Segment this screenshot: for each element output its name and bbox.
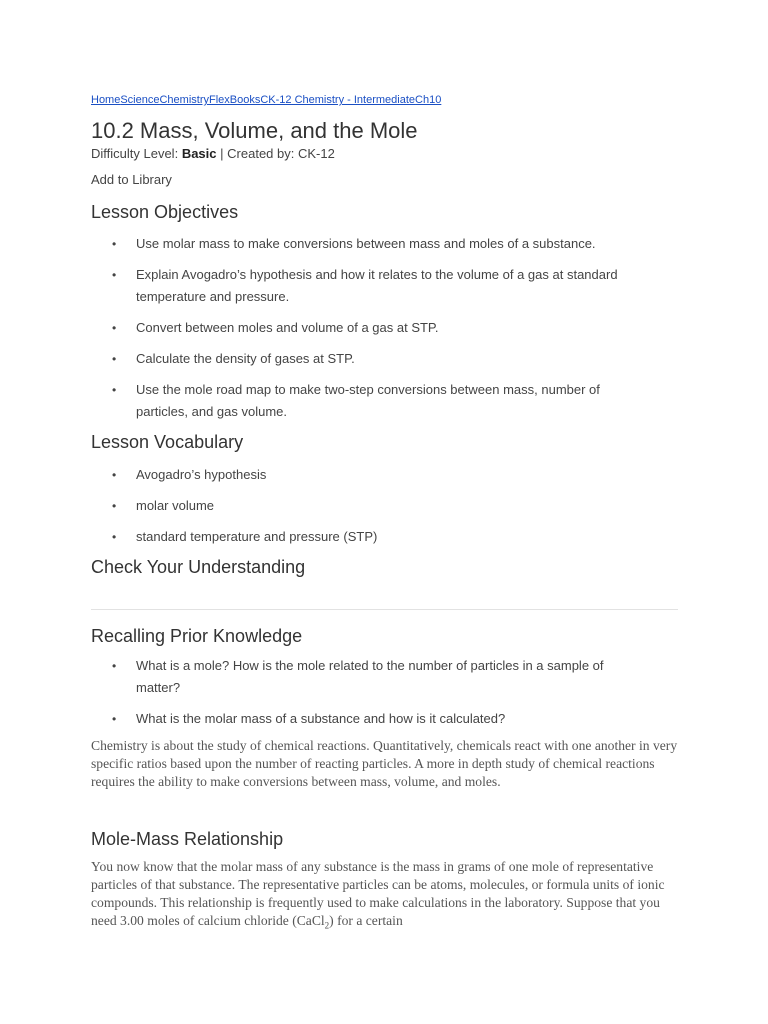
difficulty-label: Difficulty Level: <box>91 146 179 161</box>
section-divider <box>91 609 678 610</box>
objectives-list <box>91 233 651 432</box>
list-item: • Convert between moles and volume of a gas at STP. <box>91 317 651 339</box>
breadcrumb-link-ch10[interactable]: Ch10 <box>415 94 442 106</box>
list-item: • Use the mole road map to make two-step conversions between mass, number of particles, and gas volume. <box>91 379 651 423</box>
intro-paragraph: Chemistry is about the study of chemical reactions. Quantitatively, chemicals react with one another in very specific ratios based upon the number of reacting particles. A more in depth study of chemical reactions requires the ability to make conversions between mass, volume, and moles. <box>91 738 678 789</box>
list-item: • Calculate the density of gases at STP. <box>91 348 651 370</box>
prior-knowledge-heading: Recalling Prior Knowledge <box>91 626 303 646</box>
subscript: 2 <box>324 920 330 931</box>
lesson-meta <box>91 146 335 162</box>
created-by: Created by: CK-12 <box>227 146 335 161</box>
list-item: • What is a mole? How is the mole related to the number of particles in a sample of matter? <box>91 655 651 699</box>
breadcrumb <box>91 93 441 107</box>
list-item: • Use molar mass to make conversions between mass and moles of a substance. <box>91 233 651 255</box>
list-item: • What is the molar mass of a substance and how is it calculated? <box>91 708 651 730</box>
mole-mass-paragraph <box>91 858 681 935</box>
breadcrumb-link-ck12-chemistry[interactable]: CK-12 Chemistry - Intermediate <box>260 94 416 106</box>
vocabulary-list <box>91 464 651 557</box>
breadcrumb-link-flexbooks[interactable]: FlexBooks <box>209 94 261 106</box>
breadcrumb-link-science[interactable]: Science <box>120 94 160 106</box>
mole-mass-text-end: ) for a certain <box>329 913 403 928</box>
list-item: • molar volume <box>91 495 651 517</box>
check-understanding-heading: Check Your Understanding <box>91 557 306 577</box>
list-item: • Explain Avogadro’s hypothesis and how it relates to the volume of a gas at standard temperature and pressure. <box>91 264 651 308</box>
mole-mass-heading: Mole-Mass Relationship <box>91 829 284 849</box>
mole-mass-text: You now know that the molar mass of any substance is the mass in grams of one mole of representative particles of that substance. The representative particles can be atoms, molecules, or formula units of ionic compounds. This relationship is frequently used to make calculations in the laboratory. Suppose that you need 3.00 moles of calcium chloride (CaCl <box>91 859 665 928</box>
breadcrumb-link-chemistry[interactable]: Chemistry <box>159 94 209 106</box>
add-to-library-button[interactable]: Add to Library <box>91 172 172 187</box>
objectives-heading: Lesson Objectives <box>91 202 239 222</box>
prior-knowledge-list <box>91 655 651 739</box>
list-item: • Avogadro’s hypothesis <box>91 464 651 486</box>
difficulty-value: Basic <box>181 146 217 161</box>
meta-separator: | <box>220 146 224 161</box>
list-item: • standard temperature and pressure (STP) <box>91 526 651 548</box>
vocabulary-heading: Lesson Vocabulary <box>91 432 244 452</box>
page-title: 10.2 Mass, Volume, and the Mole <box>91 118 418 143</box>
breadcrumb-link-home[interactable]: Home <box>91 94 121 106</box>
